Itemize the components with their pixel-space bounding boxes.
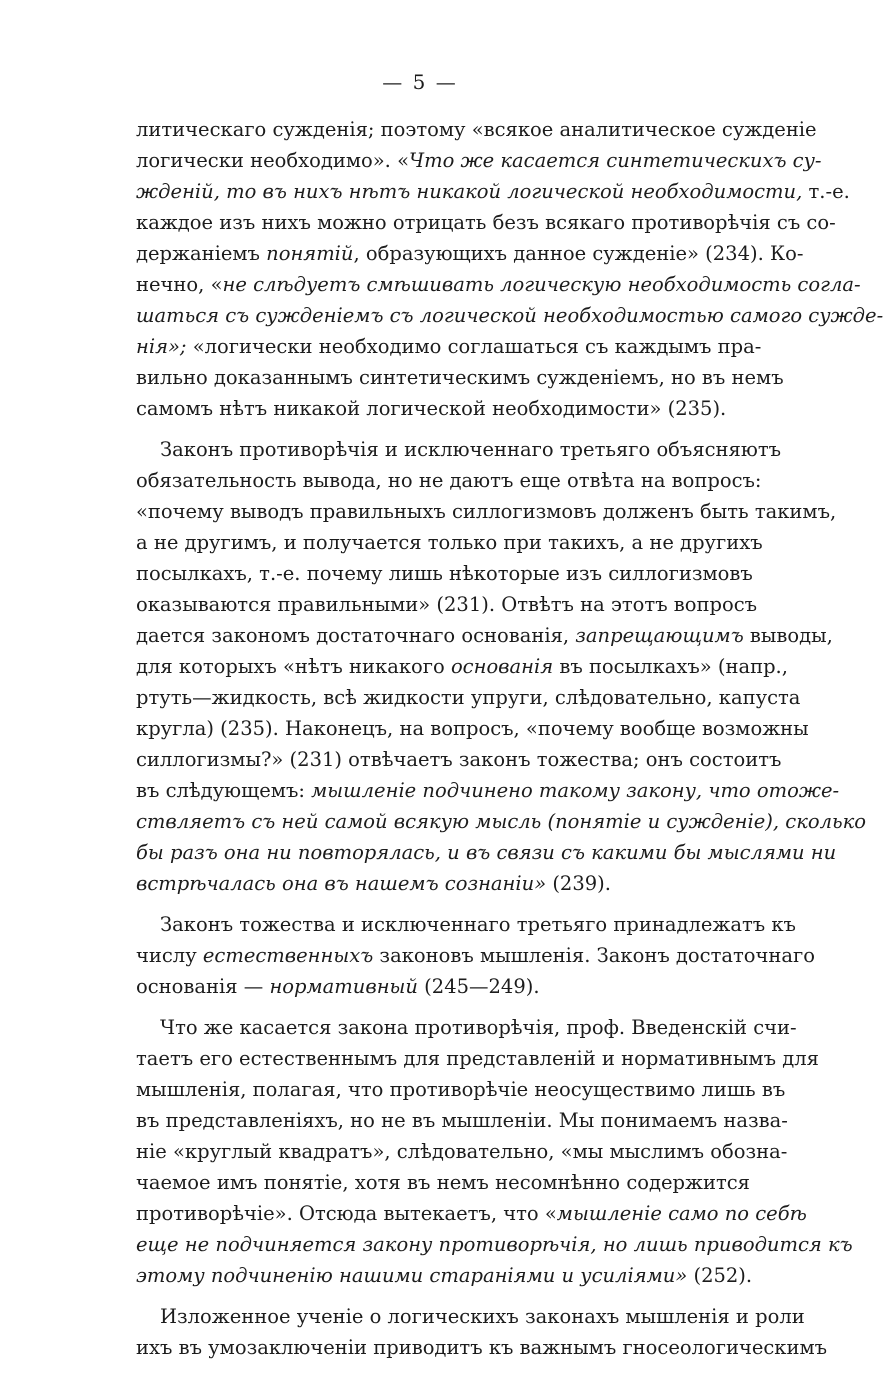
italic-text: естественныхъ bbox=[202, 944, 374, 967]
text-line bbox=[136, 971, 750, 1002]
italic-text: жденій, то въ нихъ нѣтъ никакой логической необходимости, bbox=[136, 180, 803, 203]
italic-text: не слѣдуетъ смѣшивать логическую необходимость соглa- bbox=[222, 273, 861, 296]
text-line bbox=[136, 393, 750, 424]
text-segment: (252). bbox=[687, 1264, 753, 1287]
text-segment: законовъ мышленія. Законъ достаточнаго bbox=[373, 944, 816, 967]
text-line bbox=[136, 775, 840, 806]
text-line bbox=[136, 527, 763, 558]
text-line bbox=[136, 145, 822, 176]
text-segment: оказываются правильными» (231). Отвѣтъ на этотъ вопросъ bbox=[136, 593, 758, 616]
text-line bbox=[136, 1167, 750, 1198]
italic-text: этому подчиненію нашими стараніями и усиліями» bbox=[136, 1264, 688, 1287]
text-line bbox=[136, 909, 796, 940]
paragraph bbox=[136, 434, 867, 899]
text-line bbox=[136, 1074, 786, 1105]
text-line bbox=[136, 837, 837, 868]
text-segment: противорѣчіе». Отсюда вытекаетъ, что « bbox=[136, 1202, 557, 1225]
text-line bbox=[136, 434, 782, 465]
text-line bbox=[136, 331, 762, 362]
text-line bbox=[136, 1012, 797, 1043]
body-text bbox=[136, 114, 883, 1373]
text-line bbox=[136, 1043, 819, 1074]
text-segment: вильно доказаннымъ синтетическимъ сужденіемъ, но въ немъ bbox=[136, 366, 784, 389]
text-segment: таетъ его естественнымъ для представленій и нормативнымъ для bbox=[136, 1047, 819, 1070]
text-line bbox=[136, 589, 758, 620]
text-segment: логически необходимо». « bbox=[136, 149, 409, 172]
paragraph bbox=[136, 1301, 828, 1363]
text-segment: для которыхъ «нѣтъ никакого bbox=[136, 655, 451, 678]
text-line bbox=[136, 176, 850, 207]
text-segment: числу bbox=[136, 944, 203, 967]
text-line bbox=[136, 1260, 753, 1291]
text-line bbox=[136, 620, 833, 651]
page-number: — 5 — bbox=[382, 70, 458, 94]
text-segment: т.-е. bbox=[802, 180, 850, 203]
italic-text: нія»; bbox=[136, 335, 187, 358]
text-segment: основанія — bbox=[136, 975, 270, 998]
text-line bbox=[136, 496, 837, 527]
text-segment: ртуть—жидкость, всѣ жидкости упруги, слѣдовательно, капуста bbox=[136, 686, 801, 709]
text-segment: «логически необходимо соглашаться съ каждымъ пра- bbox=[186, 335, 762, 358]
text-line bbox=[136, 238, 804, 269]
text-segment: «почему выводъ правильныхъ силлогизмовъ долженъ быть такимъ, bbox=[136, 500, 837, 523]
text-segment: мышленія, полагая, что противорѣчіе неосуществимо лишь въ bbox=[136, 1078, 786, 1101]
text-line bbox=[136, 207, 836, 238]
text-segment: въ посылкахъ» (напр., bbox=[553, 655, 788, 678]
italic-text: мышленіе подчинено такому закону, что отоже- bbox=[311, 779, 840, 802]
text-line bbox=[136, 1136, 788, 1167]
text-segment: а не другимъ, и получается только при такихъ, а не другихъ bbox=[136, 531, 763, 554]
text-line bbox=[136, 682, 801, 713]
text-segment: самомъ нѣтъ никакой логической необходимости» (235). bbox=[136, 397, 727, 420]
italic-text: запрещающимъ bbox=[575, 624, 744, 647]
italic-text: нормативный bbox=[269, 975, 418, 998]
text-segment: (245—249). bbox=[417, 975, 540, 998]
text-segment: выводы, bbox=[743, 624, 833, 647]
text-line bbox=[136, 362, 784, 393]
paragraph bbox=[136, 909, 816, 1002]
text-segment: литическаго сужденія; поэтому «всякое аналитическое сужденіе bbox=[136, 118, 817, 141]
text-segment: дается закономъ достаточнаго основанія, bbox=[136, 624, 576, 647]
text-line bbox=[136, 114, 817, 145]
text-segment: , образующихъ данное сужденіе» (234). Ко- bbox=[353, 242, 804, 265]
text-segment: кругла) (235). Наконецъ, на вопросъ, «почему вообще возможны bbox=[136, 717, 809, 740]
text-line bbox=[136, 1105, 788, 1136]
paragraph bbox=[136, 114, 883, 424]
text-line bbox=[136, 744, 782, 775]
text-line bbox=[136, 806, 867, 837]
italic-text: мышленіе само по себѣ bbox=[556, 1202, 807, 1225]
text-segment: посылкахъ, т.-е. почему лишь нѣкоторые изъ силлогизмовъ bbox=[136, 562, 753, 585]
paragraph bbox=[136, 1012, 853, 1291]
text-segment: Законъ противорѣчія и исключеннаго третьяго объясняютъ bbox=[160, 438, 782, 461]
text-segment: каждое изъ нихъ можно отрицать безъ всякаго противорѣчія съ со- bbox=[136, 211, 836, 234]
text-segment: Изложенное ученіе о логическихъ законахъ мышленія и роли bbox=[160, 1305, 805, 1328]
italic-text: Что же касается синтетическихъ су- bbox=[409, 149, 822, 172]
text-line bbox=[136, 558, 753, 589]
italic-text: шаться съ сужденіемъ съ логической необходимостью самого сужде- bbox=[136, 304, 883, 327]
text-line bbox=[136, 1229, 853, 1260]
text-line bbox=[136, 300, 883, 331]
text-segment: въ представленіяхъ, но не въ мышленіи. Мы понимаемъ назва- bbox=[136, 1109, 788, 1132]
italic-text: еще не подчиняется закону противорѣчія, но лишь приводится къ bbox=[136, 1233, 853, 1256]
text-line bbox=[136, 713, 809, 744]
text-line bbox=[136, 465, 762, 496]
text-segment: нечно, « bbox=[136, 273, 223, 296]
text-segment: чаемое имъ понятіе, хотя въ немъ несомнѣнно содержится bbox=[136, 1171, 750, 1194]
text-line bbox=[136, 1301, 805, 1332]
text-segment: ихъ въ умозаключеніи приводитъ къ важнымъ гносеологическимъ bbox=[136, 1336, 828, 1359]
text-segment: Законъ тожества и исключеннаго третьяго принадлежатъ къ bbox=[160, 913, 796, 936]
text-line bbox=[136, 651, 788, 682]
text-segment: Что же касается закона противорѣчія, проф. Введенскій счи- bbox=[160, 1016, 797, 1039]
italic-text: понятій bbox=[266, 242, 354, 265]
italic-text: бы разъ она ни повторялась, и въ связи съ какими бы мыслями ни bbox=[136, 841, 837, 864]
text-line bbox=[136, 1332, 828, 1363]
text-line bbox=[136, 1198, 807, 1229]
italic-text: встрѣчалась она въ нашемъ сознаніи» bbox=[136, 872, 547, 895]
text-segment: ніе «круглый квадратъ», слѣдовательно, «мы мыслимъ обозна- bbox=[136, 1140, 788, 1163]
text-segment: въ слѣдующемъ: bbox=[136, 779, 312, 802]
italic-text: ствляетъ съ ней самой всякую мысль (понятіе и сужденіе), сколько bbox=[136, 810, 867, 833]
text-line bbox=[136, 940, 816, 971]
text-segment: силлогизмы?» (231) отвѣчаетъ законъ тожества; онъ состоитъ bbox=[136, 748, 782, 771]
text-line bbox=[136, 269, 861, 300]
text-segment: держаніемъ bbox=[136, 242, 267, 265]
text-segment: обязательность вывода, но не даютъ еще отвѣта на вопросъ: bbox=[136, 469, 762, 492]
text-line bbox=[136, 868, 750, 899]
text-segment: (239). bbox=[546, 872, 611, 895]
italic-text: основанія bbox=[450, 655, 554, 678]
